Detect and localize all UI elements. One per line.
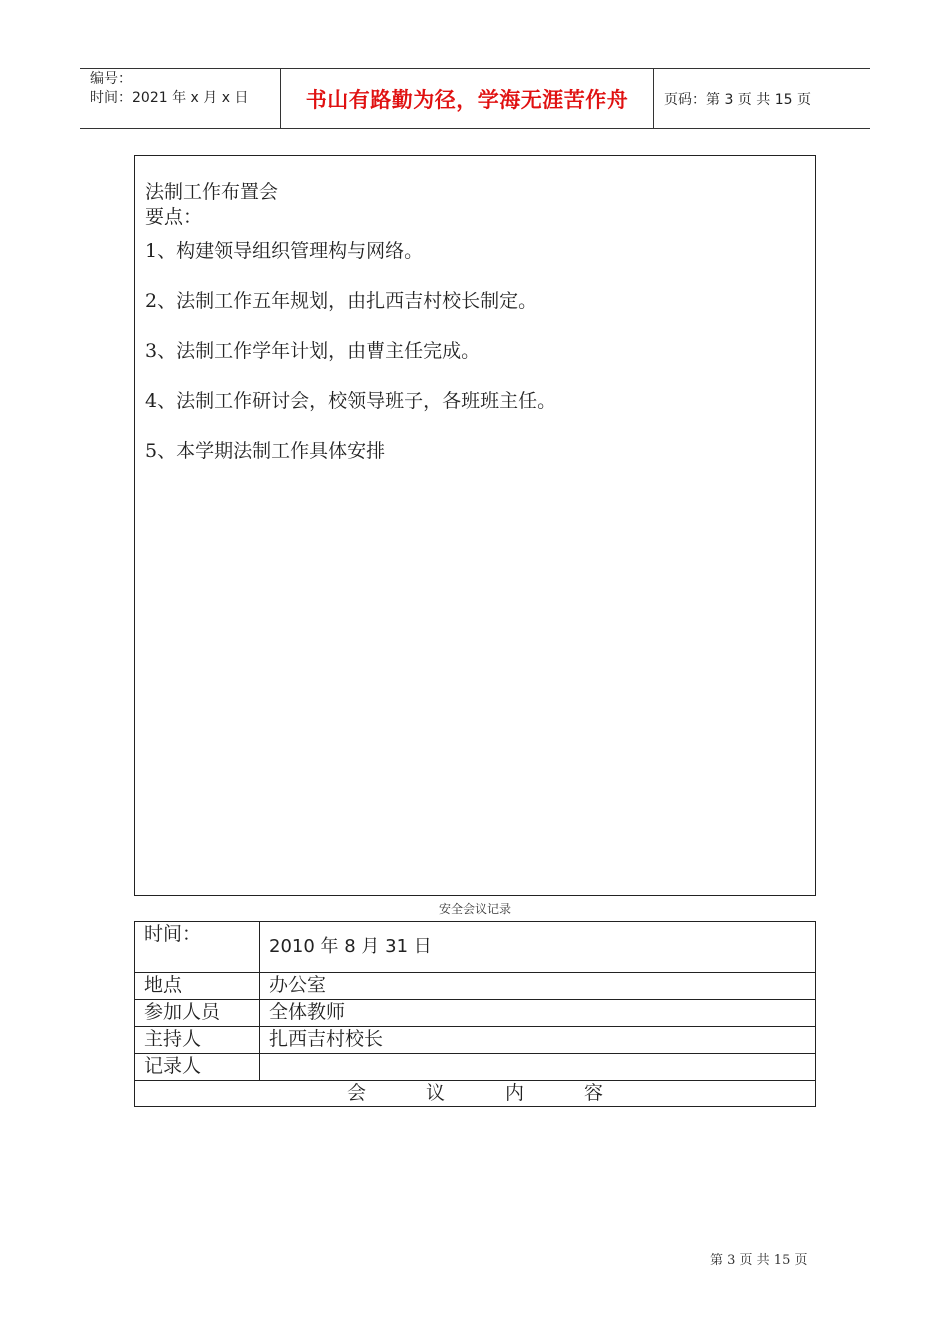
meeting-record-table: [134, 921, 816, 1107]
table-caption: 安全会议记录: [438, 902, 511, 916]
time-value: 2010 年 8 月 31 日: [260, 922, 816, 973]
recorder-value: [260, 1054, 816, 1081]
meeting-content-box: [134, 155, 816, 896]
document-header: [80, 68, 870, 129]
content-title: 法制工作布置会: [145, 181, 279, 203]
content-header-char: 会: [346, 1082, 366, 1104]
page-footer: 第 3 页 共 15 页: [710, 1253, 808, 1268]
header-info: [80, 69, 281, 128]
table-row: [135, 973, 816, 1000]
recorder-label: 记录人: [135, 1054, 260, 1081]
list-item: 3、法制工作学年计划，由曹主任完成。: [145, 340, 481, 362]
page-indicator: 页码：第 3 页 共 15 页: [664, 91, 811, 108]
content-header-char: 容: [584, 1082, 604, 1104]
content-header: [135, 1081, 816, 1107]
time-label: 时间：: [135, 922, 260, 973]
list-item: 5、本学期法制工作具体安排: [145, 440, 386, 462]
table-row: [135, 922, 816, 973]
table-row: [135, 1027, 816, 1054]
participants-label: 参加人员: [135, 1000, 260, 1027]
table-row: [135, 1081, 816, 1107]
content-header-char: 内: [505, 1082, 525, 1104]
place-value: 办公室: [260, 973, 816, 1000]
content-subtitle: 要点：: [145, 206, 203, 228]
participants-value: 全体教师: [260, 1000, 816, 1027]
table-row: [135, 1054, 816, 1081]
host-label: 主持人: [135, 1027, 260, 1054]
list-item: 2、法制工作五年规划，由扎西吉村校长制定。: [145, 290, 538, 312]
content-header-char: 议: [425, 1082, 445, 1104]
table-row: [135, 1000, 816, 1027]
list-item: 4、法制工作研讨会，校领导班子，各班班主任。: [145, 390, 557, 412]
list-item: 1、构建领导组织管理构与网络。: [145, 240, 424, 262]
place-label: 地点: [135, 973, 260, 1000]
motto: 书山有路勤为径，学海无涯苦作舟: [281, 69, 654, 128]
number-label: 编号：: [90, 71, 132, 87]
content-list: [145, 239, 815, 463]
time-text: 时间：2021 年 x 月 x 日: [90, 90, 249, 106]
host-value: 扎西吉村校长: [260, 1027, 816, 1054]
